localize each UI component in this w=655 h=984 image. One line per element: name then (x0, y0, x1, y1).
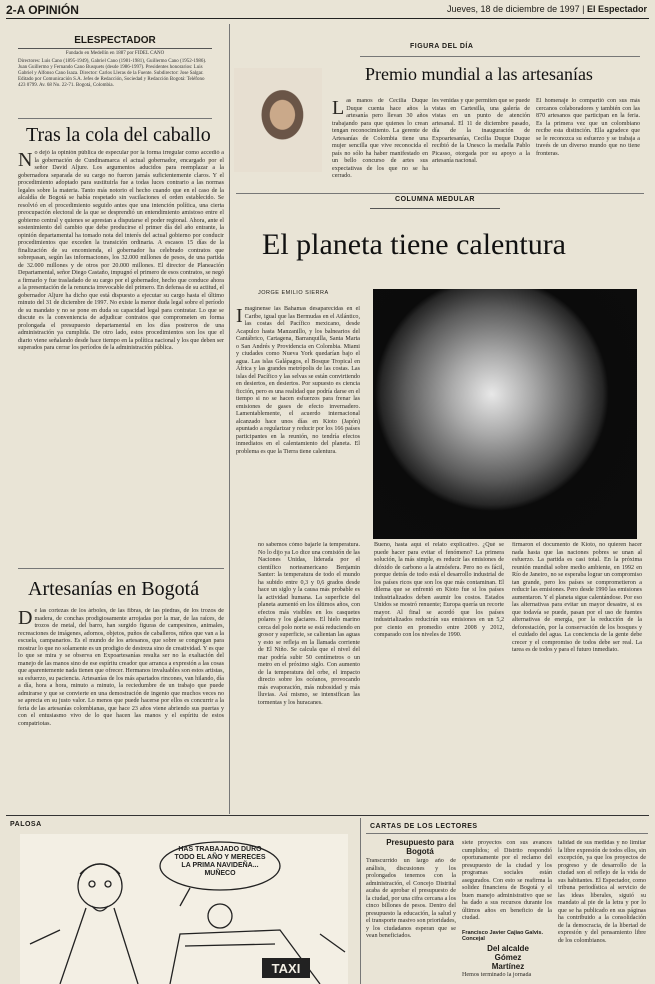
masthead-staff: Directores: Luis Cano (1895-1949), Gabriel Cano (1981-1981), Guillermo Cano (1952-1986). Juan Guillermo y Fernando Cano Busquets (desde 1986-1997). Presidentes honorarios: Luis Gabriel y Alfonso Cano Isaza. Director: Carlos Lleras de la Fuente. Subdirector: Jose Salgar. Editado por Comunicación S.A. Jefes de Redacción, Sociedad y Redacción Bogotá: Teléfono 423 0799. Av. 68 No. 22-71. Bogotá, Colombia. (18, 59, 207, 88)
column-text: magínense las Bahamas desaparecidas en el Caribe, igual que las Bermudas en el Atlántico, las costas del Pacífico mexicano, desde Acapulco hasta Manzanillo, y los balnearios del Cantábrico, Cartagena, Barranquilla, Santa Marta o San Andrés y Providencia en Colombia. Miami y ciudades como Nueva York quedarían bajo el agua. Las islas Galápagos, el Bosque Tropical en África y las grandes metrópolis de las costas. Las islas del Pacífico y las selvas se están convirtiendo en desiertos, en desiertos. Por supuesto es ciencia ficción, pero es una realidad que podría darse en el tiempo si no se hacen esfuerzos para frenar las emisiones de gases de efecto invernadero. Lamentablemente, el acuerdo internacional alcanzado hace unos días en Kioto (Japón) apuntado a regularizar y reducir por los 166 países participantes en la reunión, no tendría efectos inmediatos en el calentamiento del planeta. El problema es que la Tierra tiene calentura. (236, 306, 360, 455)
earth-photo (373, 289, 637, 539)
masthead-name: ELESPECTADOR (18, 35, 212, 49)
figure-col-3: El homenaje lo compartió con sus más cercanos colaboradores y también con las 870 artesanos que participan en la feria. Es la primera vez que un colombiano recibe esta distinción. Ella agradece que se le reconozca su esfuerzo y se trabaja a través de un diverso mundo que no tiene fronteras. (536, 98, 640, 157)
rule (360, 56, 640, 57)
date-text: Jueves, 18 de diciembre de 1997 (447, 4, 580, 14)
drop-cap: N (18, 150, 33, 171)
letter-2-body: Hemos terminado la jornada (462, 972, 532, 978)
masthead (18, 35, 212, 110)
rule (18, 118, 212, 119)
editorial-title: Artesanías en Bogotá (28, 578, 200, 600)
rule (18, 568, 224, 569)
portrait-photo (234, 68, 322, 172)
editorial-text: o dejó la opinión pública de especular por la forma irregular como accedió a la gobernación de Cundinamarca el actual gobernador, encargado por el señor David Aljure. Los argumentos aducidos para reemplazar a la gobernadora separada de su cargo no fueron jamás suficientemente claros. Y el procedimiento adoptado para sustituirla fue a todas luces contrario a las normas legales sobre la materia. Tanto más notorio el hecho cuando que en el caso de la alcaldía de Bogotá se había respetado sin vacilaciones el orden establecido. Se resolvió en el procedimiento seguido antes que una intención política, una cierta preocupación electoral de la que se desprendió un entendimiento amistoso entre el gobierno central y quienes se aprestan a disputarse el poder regional. Ahora, ante el sostenimiento del cambio que debe producirse el primer día del año entrante, la opinión departamental ha tomado nota del interés del actual gobierno por conducir procedimientos que exceden la transición ordinaria. A escasos 15 días de la finalización de su encomienda, el gobernador ha celebrado contratos que sobrepasan, según las informaciones, los 32.000 millones de pesos, de una partida de 32.000 millones y de otros por 20.000 millones. El director de Planeación Departamental, señor Diego Castaño, impugnó el primero de esos contratos, se negó a firmarlo y fue trasladado de su cargo por el gobernador, hecho que conduce ahora a la presentación de la renuncia irrevocable del primero. En defensa de su actitud, el gobernador Aljure ha dicho que está dispuesto a ejecutar su cargo hasta el último minuto del 31 de diciembre de 1997. No existe la menor duda legal sobre el período de su mandato y no se pone en duda su capacidad legal para contratar. Lo que se discute es la conveniencia de adjudicar contratos que comprometen en forma prolongada el presupuesto departamental en los días postreros de una administración ya cumplida. De otro lado, estos procedimientos son los que el diario viene señalando desde hace tiempo en la política nacional y los que deben ser superados para cerrar los períodos de la administración pública. (18, 150, 224, 351)
column-divider (360, 818, 361, 984)
taxi-label: TAXI (271, 961, 301, 976)
letter-right-column: talidad de sus medidas y no limitar la libre expresión de todos ellos, sin excepción, ya que los proyectos de progreso y de desarrollo de la ciudad son el reflejo de la vida de sus habitantes. El Espectador, como tribuna periodística al servicio de las ideas liberales, siguió su mandato al pie de la letra y por lo que se ha publicado en sus páginas ha contribuido a la consolidación de la democracia, de la libertad de expresión y del pensamiento libre de los colombianos. (558, 840, 646, 944)
column-title: El planeta tiene calentura (262, 228, 566, 261)
column-body-1 (236, 306, 360, 538)
column-divider (229, 24, 230, 814)
letter-1-signature: Francisco Javier Cajiao Galvis. Concejal (462, 930, 544, 942)
section-title: 2-A OPINIÓN (6, 3, 79, 17)
speech-bubble: HAS TRABAJADO DURO TODO EL AÑO Y MERECES LA PRIMA NAVIDEÑA... MUÑECO (174, 846, 266, 877)
drop-cap: I (236, 306, 243, 327)
figure-text: as manos de Cecilia Duque Duque cuenta hace años la artesanía pero llevan 30 años trabajando para que quienes lo crean tengan reconocimiento. La gerente de Artesanías de Colombia tiene una mujer sencilla que vive reconocida el país no sólo ha haber manifestado en un bello concurso de artes sus expectativas de los que no se ha cerrado. (332, 98, 428, 179)
figure-col-1 (332, 98, 428, 180)
editorial-title: Tras la cola del caballo (26, 124, 211, 146)
editorial-body (18, 608, 224, 810)
column-body-3: Bueno, hasta aquí el relato explicativo. ¿Qué se puede hacer para evitar el fenómeno? La primera solución, la más simple, es reducir las emisiones de dióxido de carbono a la atmósfera. Pero no es fácil, porque detrás de todo está el desarrollo industrial de los países ricos que son los que más contaminan. El dilema que se enfrentó en Kioto fue si los países industrializados deben asumir los costos. Estados Unidos se mostró renuente; Europa quería un recorte mayor. Al final se acordó que los países industrializados reducirán sus emisiones en un 5,2 por ciento en promedio entre 2008 y 2012, comparado con los niveles de 1990. (374, 542, 504, 638)
header-rule (6, 18, 649, 19)
drop-cap: L (332, 98, 345, 119)
editorial-body (18, 150, 224, 555)
figure-title: Premio mundial a las artesanías (365, 64, 593, 84)
cartoon (20, 834, 348, 984)
column-byline: JORGE EMILIO SIERRA (258, 290, 329, 296)
page-date: Jueves, 18 de diciembre de 1997 | El Espectador (447, 4, 647, 14)
letters-label: CARTAS DE LOS LECTORES (370, 823, 478, 830)
letter-1-body: Transcurrido un largo año de análisis, discusiones y los prolongados tenemos con la administración, el Concejo Distrital acaba de aprobar el presupuesto de la ciudad, por una cifra cercana a los cinco billones de pesos. Dentro del presupuesto la educación, la salud y el transporte masivo son prioridades, y los ciudadanos esperan que se vean beneficiados. (366, 858, 456, 939)
editorial-text: e las cortezas de los árboles, de las fibras, de las piedras, de los trozos de madera, de conchas prodigiosamente arrojadas por la mar, de las raíces, de trozos de metal, del barro, han surgido figuras de campesinos, animales, recreaciones de imágenes, adornos, objetos, puños de caballeros, niños que van a la escuela, campanarios. Es el mundo de los artesanos, que sobre se congregan para mostrar lo que no solamente es un prodigio de destreza sino de creatividad. Y es que lo que se mira y se observa en Expoartesanías resulta ser no la exaltación del manejo de las manos sino de ese espíritu creador que arranca a expresión a las cosas que aparentemente nada tienen que ofrecer. Hermanos invaluables son estos artistas, su esfuerzo, su paciencia. Artesanías de los más apartados rincones, van hilando, día a día, hora a hora, minuto a minuto, la reciedumbre de un trabajo que puede admirarse y que se convierte en una demostración de ingenio que muchos veces no se aprecia en su justo valor. Lo menos que puede hacerse por ellos es concurrir a la feria de las artesanías colombianas, que hace 23 años viene abriendo sus puertas y con el entusiasmo vivo de lo que hacen las manos y el espíritu de estos compatriotas. (18, 608, 224, 727)
bottom-rule (6, 815, 649, 816)
column-body-4: firmaron el documento de Kioto, no quieren hacer nada hasta que las naciones pobres se unan al esfuerzo. La partida es casi total. En la próxima reunión mundial sobre medio ambiente, en 1992 en Río de Janeiro, no se esperaba lograr un compromiso tan grande, pero los países se comprometieron a reducir las emisiones. Pero desde 1990 las emisiones aumentaron. Y el planeta sigue calentándose. Por eso las alternativas para evitar un mayor desastre, si es que todavía se puede, pasan por el uso de fuentes alternativas de energía, por la reducción de la deforestación, por la conservación de los bosques y el cuidado del agua. La conciencia de la gente debe crecer y el compromiso de todos debe ser real. La tarea es de todos y para el futuro inmediato. (512, 542, 642, 653)
drop-cap: D (18, 608, 33, 629)
rule (366, 833, 648, 834)
column-body-2: no sabemos cómo bajarle la temperatura. No lo dijo ya Lo dice una comisión de las Naciones Unidas, liderada por el científico norteamericano Benjamin Santer: la temperatura de todo el mundo ha subido entre 0,3 y 0,6 grados desde hace un siglo y la causa más probable es la actividad humana. La superficie del planeta aumentó en los últimos años, con efectos más visibles en los casquetes polares y los glaciares. El hielo marino cerca del polo norte se está reduciendo en grosor y superficie, se calientan las aguas y esto se refleja en la llamada corriente de El Niño. Se calcula que el nivel del mar podría subir 50 centímetros o un metro en el próximo siglo. Con aumento de la temperatura del orbe, el impacto directo sobre los océanos, provocando más evaporación, más nubosidad y más lluvias. Así mismo, se intensifican las tormentas y los huracanes. (258, 542, 360, 706)
paper-name: El Espectador (586, 4, 647, 14)
letter-1-continued: siete proyectos con sus avances cumplidos; el Distrito respondió oportunamente por el reclamo del presupuesto de la ciudad y los programas sociales están asegurados. Con esto se reafirma la solidez financiera de Bogotá y el buen manejo administrativo que se ha dado a sus recursos durante los últimos años en beneficio de la ciudad. (462, 840, 552, 921)
figure-col-2: les venidas y que permiten que se puede vistas en Cartesilla, una galería de vistas en un punto de atención artesanal. El 11 de diciembre pasado, día de la inauguración de Expoartesanías, Cecilia Duque Duque recibió de la Unesco la medalla Pablo Picasso, otorgada por su apoyo a la artesanía nacional. (432, 98, 530, 164)
masthead-founder: Fundado en Medellín en 1887 por FIDEL CANO (65, 51, 165, 56)
rule (236, 193, 644, 194)
column-label-box (370, 196, 500, 209)
figure-label: FIGURA DEL DÍA (410, 43, 474, 50)
palosa-label: PALOSA (10, 821, 42, 828)
letter-1-title: Presupuesto para Bogotá (386, 838, 454, 856)
column-label: COLUMNA MEDULAR (395, 196, 475, 203)
letter-2-title: Del alcalde Gómez Martínez (487, 944, 529, 971)
